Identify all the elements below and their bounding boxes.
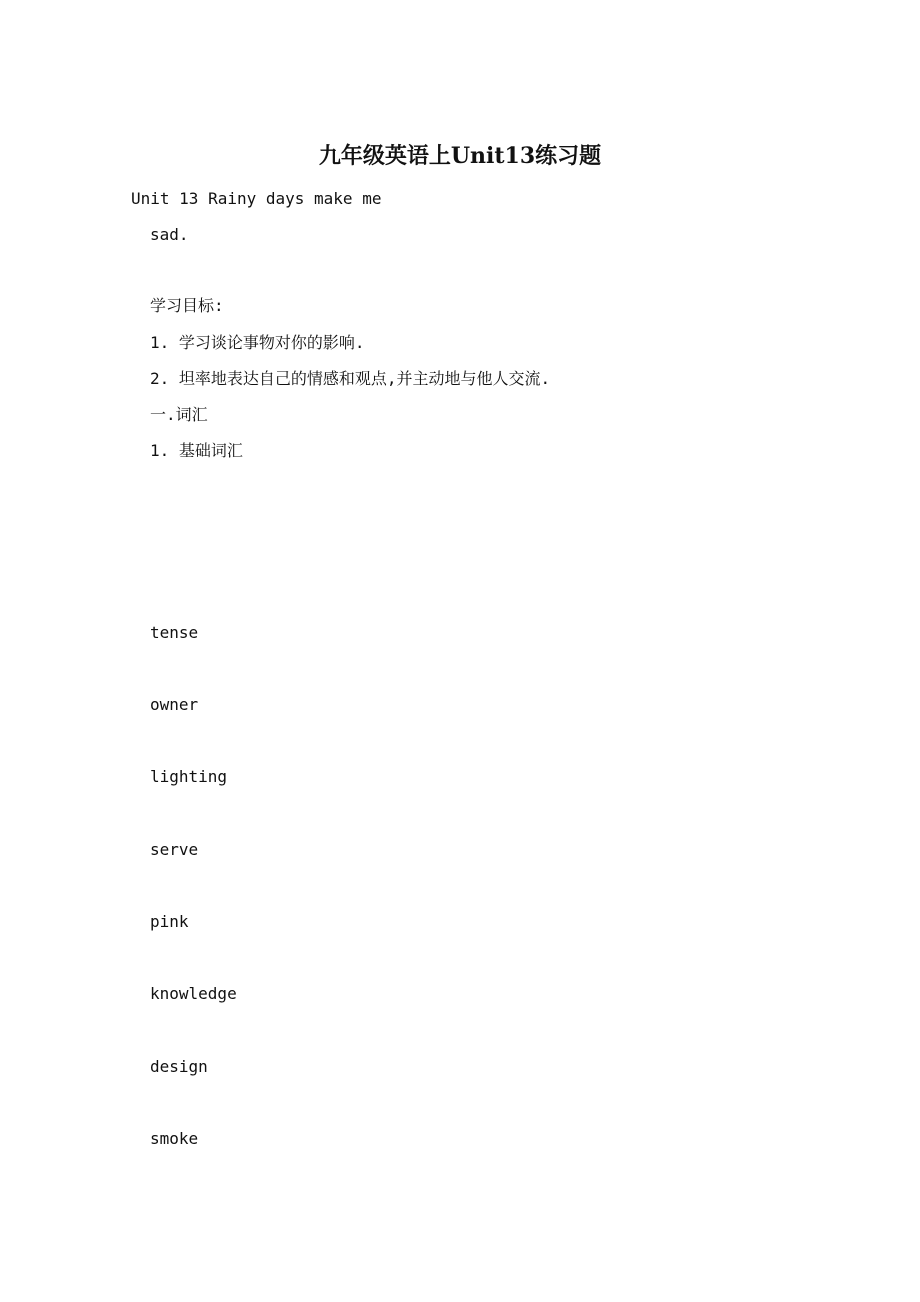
basic-vocab-heading: 1. 基础词汇 (150, 441, 243, 460)
objectives-heading: 学习目标: (150, 296, 224, 315)
vocab-word-knowledge: knowledge (150, 984, 237, 1003)
vocab-word-owner: owner (150, 695, 199, 714)
document-title: 九年级英语上Unit13练习题 (318, 143, 602, 169)
unit-heading-line-1: Unit 13 Rainy days make me (131, 189, 382, 208)
vocab-word-lighting: lighting (150, 767, 228, 786)
objective-item-2: 2. 坦率地表达自己的情感和观点,并主动地与他人交流. (150, 369, 551, 388)
vocab-word-tense: tense (150, 623, 199, 642)
vocab-section-heading: 一.词汇 (150, 405, 208, 424)
vocab-word-pink: pink (150, 912, 189, 931)
unit-heading-line-2: sad. (150, 225, 189, 244)
vocab-word-smoke: smoke (150, 1129, 199, 1148)
vocab-word-serve: serve (150, 840, 199, 859)
objective-item-1: 1. 学习谈论事物对你的影响. (150, 333, 365, 352)
vocab-word-design: design (150, 1057, 208, 1076)
